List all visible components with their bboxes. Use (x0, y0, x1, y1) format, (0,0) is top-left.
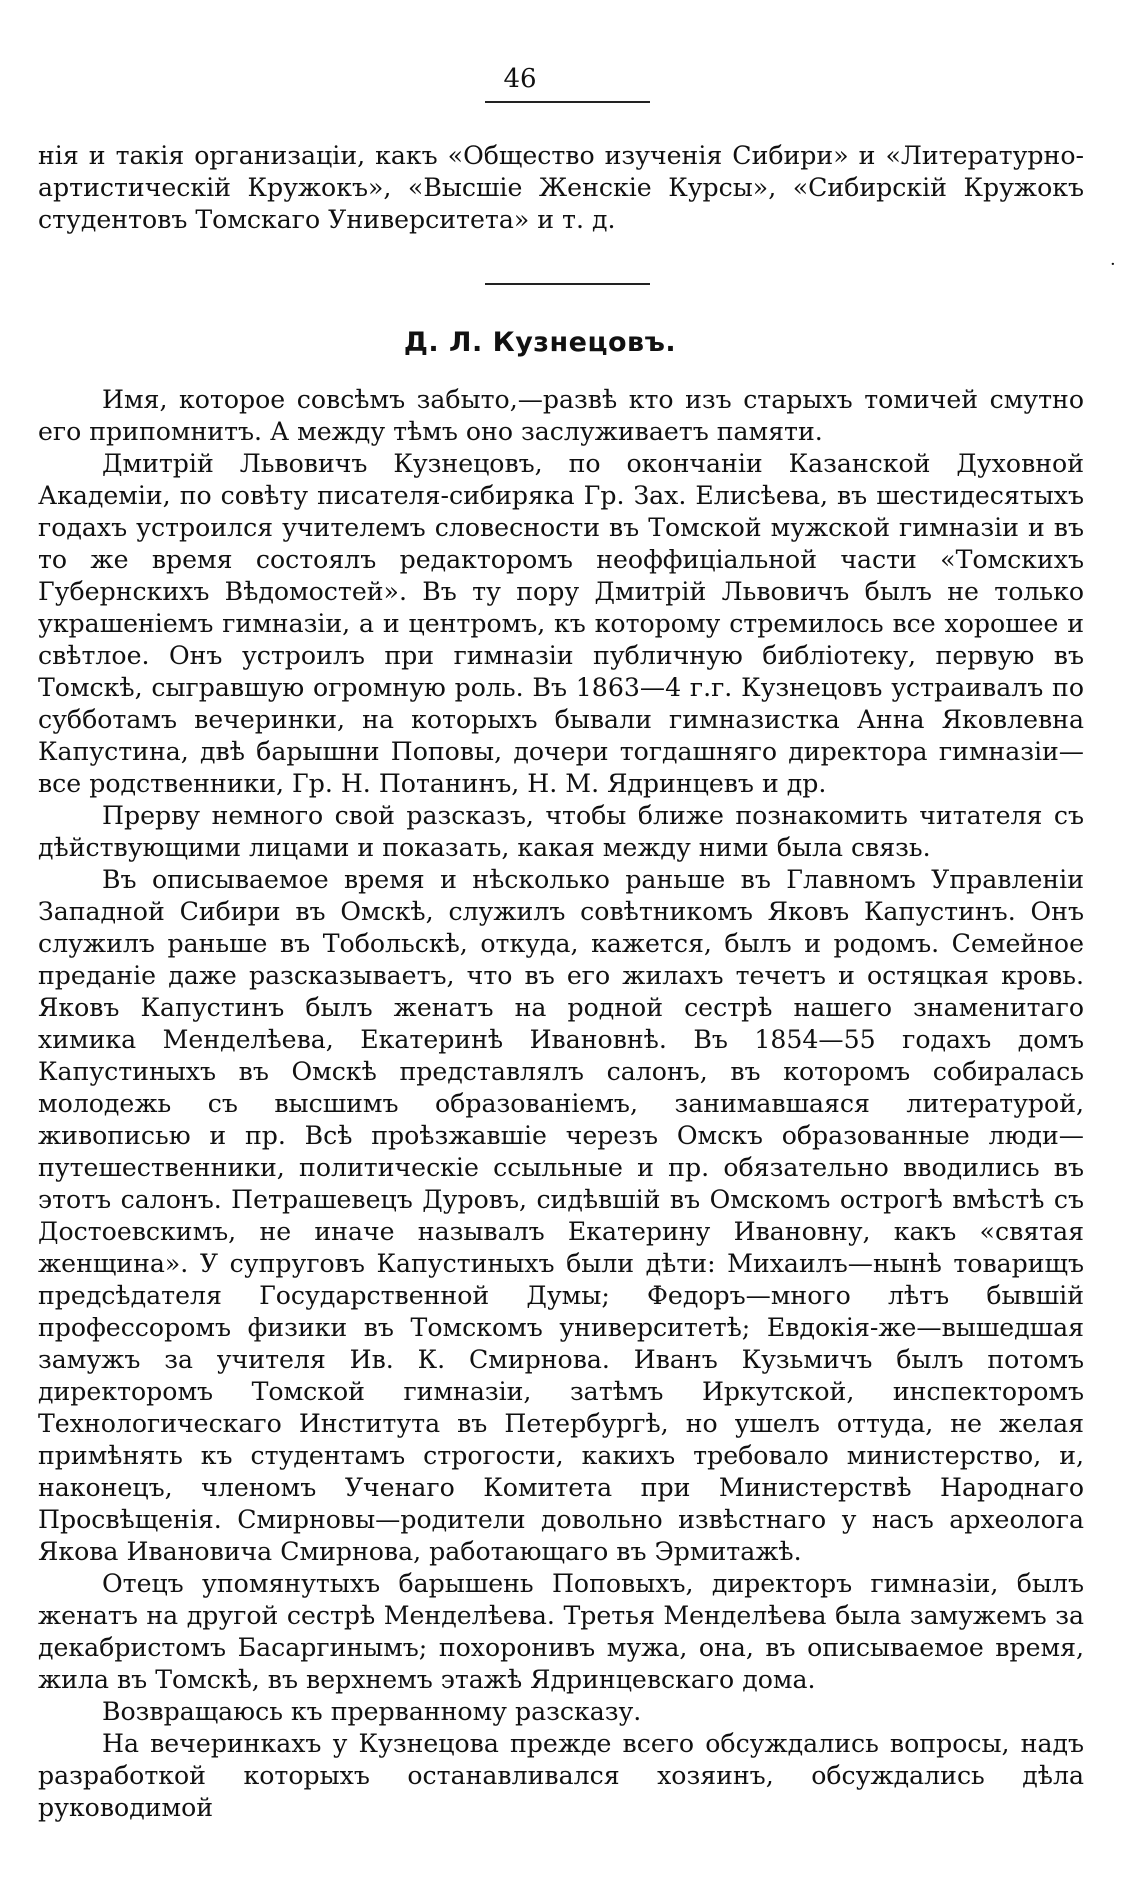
paragraph: Отецъ упомянутыхъ барышень Поповыхъ, директоръ гимназіи, былъ женатъ на другой сестрѣ Менделѣева. Третья Менделѣева была замужемъ за декабристомъ Басаргинымъ; похоронивъ мужа, она, въ описываемое время, жила въ Томскѣ, въ верхнемъ этажѣ Ядринцевскаго дома. (38, 1569, 1084, 1694)
paragraph: Дмитрій Львовичъ Кузнецовъ, по окончаніи Казанской Духовной Академіи, по совѣту писателя-сибиряка Гр. Зах. Елисѣева, въ шестидесятыхъ годахъ устроился учителемъ словесности въ Томской мужской гимназіи и въ то же время состоялъ редакторомъ неоффиціальной части «Томскихъ Губернскихъ Вѣдомостей». Въ ту пору Дмитрій Львовичъ былъ не только украшеніемъ гимназіи, а и центромъ, къ которому стремилось все хорошее и свѣтлое. Онъ устроилъ при гимназіи публичную библіотеку, первую въ Томскѣ, сыгравшую огромную роль. Въ 1863—4 г.г. Кузнецовъ устраивалъ по субботамъ вечеринки, на которыхъ бывали гимназистка Анна Яковлевна Капустина, двѣ барышни Поповы, дочери тогдашняго директора гимназіи—все родственники, Гр. Н. Потанинъ, Н. М. Ядринцевъ и др. (38, 449, 1084, 798)
paragraph: Въ описываемое время и нѣсколько раньше въ Главномъ Управленіи Западной Сибири въ Омскѣ, служилъ совѣтникомъ Яковъ Капустинъ. Онъ служилъ раньше въ Тобольскѣ, откуда, кажется, былъ и родомъ. Семейное преданіе даже разсказываетъ, что въ его жилахъ течетъ и остяцкая кровь. Яковъ Капустинъ былъ женатъ на родной сестрѣ нашего знаменитаго химика Менделѣева, Екатеринѣ Ивановнѣ. Въ 1854—55 годахъ домъ Капустиныхъ въ Омскѣ представлялъ салонъ, въ которомъ собиралась молодежь съ высшимъ образованіемъ, занимавшаяся литературой, живописью и пр. Всѣ проѣзжавшіе черезъ Омскъ образованные люди—путешественники, политическіе ссыльные и пр. обязательно вводились въ этотъ салонъ. Петрашевецъ Дуровъ, сидѣвшій въ Омскомъ острогѣ вмѣстѣ съ Достоевскимъ, не иначе называлъ Екатерину Ивановну, какъ «святая женщина». У супруговъ Капустиныхъ были дѣти: Михаилъ—нынѣ товарищъ предсѣдателя Государственной Думы; Федоръ—много лѣтъ бывшій профессоромъ физики въ Томскомъ университетѣ; Евдокія-же—вышедшая замужъ за учителя Ив. К. Смирнова. Иванъ Кузьмичъ былъ потомъ директоромъ Томской гимназіи, затѣмъ Иркутской, инспекторомъ Технологическаго Института въ Петербургѣ, но ушелъ оттуда, не желая примѣнять къ студентамъ строгости, какихъ требовало министерство, и, наконецъ, членомъ Ученаго Комитета при Министерствѣ Народнаго Просвѣщенія. Смирновы—родители довольно извѣстнаго у насъ археолога Якова Ивановича Смирнова, работающаго въ Эрмитажѣ. (38, 865, 1084, 1566)
paragraph: Имя, которое совсѣмъ забыто,—развѣ кто изъ старыхъ томичей смутно его припомнитъ. А между тѣмъ оно заслуживаетъ памяти. (38, 385, 1084, 446)
page-number: 46 (503, 64, 537, 94)
article-body (38, 384, 1084, 1824)
section-divider (485, 283, 650, 285)
intro-paragraph: нія и такія организаціи, какъ «Общество изученія Сибири» и «Литературно-артистическій Кружокъ», «Высшіе Женскіе Курсы», «Сибирскій Кружокъ студентовъ Томскаго Университета» и т. д. (38, 141, 1084, 234)
paragraph: На вечеринкахъ у Кузнецова прежде всего обсуждались вопросы, надъ разработкой которыхъ останавливался хозяинъ, обсуждались дѣла руководимой (38, 1729, 1084, 1822)
paragraph: Возвращаюсь къ прерванному разсказу. (102, 1697, 642, 1726)
intro-text-block (38, 140, 1084, 236)
top-divider (485, 101, 650, 103)
section-heading: Д. Л. Кузнецовъ. (403, 327, 677, 358)
margin-mark: · (1110, 254, 1116, 275)
paragraph: Прерву немного свой разсказъ, чтобы ближе познакомить читателя съ дѣйствующими лицами и показать, какая между ними была связь. (38, 801, 1084, 862)
